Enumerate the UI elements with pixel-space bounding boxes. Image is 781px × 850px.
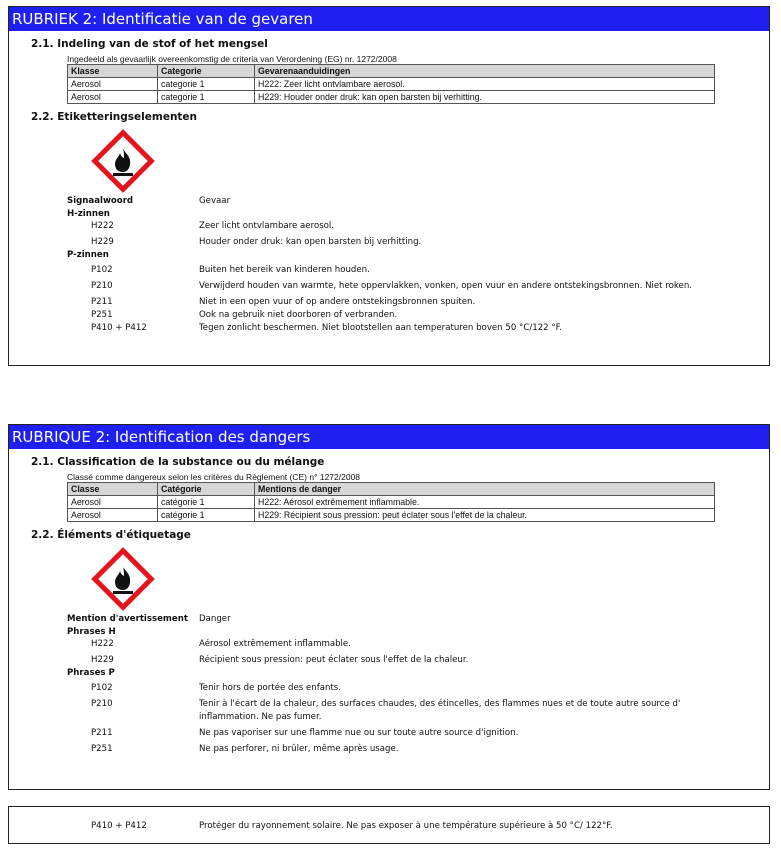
- subsection-title-2-1-nl: 2.1. Indeling van de stof of het mengsel: [31, 38, 268, 50]
- statement-text: Zeer licht ontvlambare aerosol.: [199, 221, 335, 231]
- table-cell: catégorie 1: [158, 509, 255, 522]
- h-statement-row: [9, 654, 769, 667]
- classification-caption-nl: Ingedeeld als gevaarlijk overeenkomstig de criteria van Verordening (EG) nr. 1272/2008: [67, 54, 397, 64]
- table-cell: categorie 1: [158, 78, 255, 91]
- statement-text: Verwijderd houden van warmte, hete oppervlakken, vonken, open vuur en andere ontstekingsbronnen. Niet roken.: [199, 281, 693, 291]
- statement-text: Tenir à l'écart de la chaleur, des surfaces chaudes, des étincelles, des flammes nues et de toute autre source d' inflammation. Ne pas fumer.: [199, 699, 681, 722]
- signal-word-row: [9, 195, 769, 208]
- statement-code: P211: [91, 297, 113, 307]
- table-cell: H222: Zeer licht ontvlambare aerosol.: [255, 78, 715, 91]
- p-statement-row: [9, 727, 769, 740]
- table-header-category: Catégorie: [158, 483, 255, 496]
- statement-text: Houder onder druk: kan open barsten bij verhitting.: [199, 237, 422, 247]
- label-elements-fr-continued: [9, 820, 769, 833]
- statement-code: H222: [91, 639, 114, 649]
- signal-word-label: Mention d'avertissement: [67, 614, 188, 624]
- statement-code: P410 + P412: [91, 821, 147, 831]
- table-header-hazard: Gevarenaanduidingen: [255, 65, 715, 78]
- subsection-title-2-1-fr: 2.1. Classification de la substance ou du mélange: [31, 456, 325, 468]
- signal-word-value: Danger: [199, 614, 231, 624]
- statement-code: P251: [91, 310, 113, 320]
- table-cell: Aerosol: [68, 91, 158, 104]
- statement-text: Tenir hors de portée des enfants.: [199, 683, 342, 693]
- table-header-row: [68, 483, 715, 496]
- p-statement-row: [9, 264, 769, 277]
- statement-text: Ne pas vaporiser sur une flamme nue ou sur toute autre source d'ignition.: [199, 728, 519, 738]
- table-row: [68, 496, 715, 509]
- h-statement-row: [9, 220, 769, 233]
- statement-code: P410 + P412: [91, 323, 147, 333]
- p-statement-row: [9, 322, 769, 335]
- statement-code: P102: [91, 265, 113, 275]
- p-statement-row: [9, 820, 769, 833]
- p-statement-row: [9, 743, 769, 756]
- statement-code: P251: [91, 744, 113, 754]
- table-header-row: [68, 65, 715, 78]
- flame-ghs02-icon: [91, 547, 155, 611]
- table-cell: categorie 1: [158, 91, 255, 104]
- statement-code: H222: [91, 221, 114, 231]
- statement-code: P102: [91, 683, 113, 693]
- table-row: [68, 78, 715, 91]
- p-statements-heading-row: [9, 667, 769, 679]
- statement-text: Ook na gebruik niet doorboren of verbranden.: [199, 310, 398, 320]
- statement-code: P210: [91, 281, 113, 291]
- subsection-title-2-2-fr: 2.2. Éléments d'étiquetage: [31, 529, 191, 541]
- p-statement-row: [9, 309, 769, 322]
- classification-table-nl: [67, 64, 715, 104]
- table-row: [68, 509, 715, 522]
- section-panel-nl: [8, 6, 770, 366]
- p-statement-row: [9, 280, 769, 293]
- subsection-title-2-2-nl: 2.2. Etiketteringselementen: [31, 111, 198, 123]
- table-header-hazard: Mentions de danger: [255, 483, 715, 496]
- statement-code: H229: [91, 655, 114, 665]
- p-statement-row: [9, 682, 769, 695]
- p-statements-heading: P-zinnen: [67, 250, 109, 260]
- h-statements-heading-row: [9, 208, 769, 220]
- signal-word-row: [9, 613, 769, 626]
- table-cell: catégorie 1: [158, 496, 255, 509]
- table-cell: H222: Aérosol extrêmement inflammable.: [255, 496, 715, 509]
- statement-text: Niet in een open vuur of op andere ontstekingsbronnen spuiten.: [199, 297, 476, 307]
- table-cell: H229: Houder onder druk: kan open barsten bij verhitting.: [255, 91, 715, 104]
- p-statement-row: [9, 296, 769, 309]
- h-statements-heading: Phrases H: [67, 627, 116, 637]
- table-header-class: Classe: [68, 483, 158, 496]
- statement-code: P210: [91, 699, 113, 709]
- h-statements-heading: H-zinnen: [67, 209, 110, 219]
- flame-ghs02-icon: [91, 129, 155, 193]
- h-statement-row: [9, 236, 769, 249]
- statement-code: H229: [91, 237, 114, 247]
- table-cell: Aerosol: [68, 78, 158, 91]
- section-panel-fr: [8, 424, 770, 790]
- classification-caption-fr: Classé comme dangereux selon les critères du Règlement (CE) n° 1272/2008: [67, 472, 361, 482]
- table-row: [68, 91, 715, 104]
- table-header-class: Klasse: [68, 65, 158, 78]
- label-elements-fr: [9, 613, 769, 756]
- p-statement-row: [9, 698, 769, 724]
- p-statements-heading: Phrases P: [67, 668, 115, 678]
- section-panel-fr-continued: [8, 806, 770, 844]
- table-cell: Aerosol: [68, 496, 158, 509]
- statement-code: P211: [91, 728, 113, 738]
- p-statements-heading-row: [9, 249, 769, 261]
- signal-word-label: Signaalwoord: [67, 196, 134, 206]
- statement-text: Aérosol extrêmement inflammable.: [199, 639, 351, 649]
- table-header-category: Categorie: [158, 65, 255, 78]
- signal-word-value: Gevaar: [199, 196, 231, 206]
- table-cell: H229: Récipient sous pression: peut éclater sous l'effet de la chaleur.: [255, 509, 715, 522]
- classification-table-fr: [67, 482, 715, 522]
- section-banner-nl: RUBRIEK 2: Identificatie van de gevaren: [9, 7, 769, 31]
- label-elements-nl: [9, 195, 769, 335]
- h-statements-heading-row: [9, 626, 769, 638]
- h-statement-row: [9, 638, 769, 651]
- statement-text: Récipient sous pression: peut éclater sous l'effet de la chaleur.: [199, 655, 469, 665]
- table-cell: Aerosol: [68, 509, 158, 522]
- statement-text: Tegen zonlicht beschermen. Niet blootstellen aan temperaturen boven 50 °C/122 °F.: [199, 323, 562, 333]
- statement-text: Ne pas perforer, ni brûler, même après usage.: [199, 744, 399, 754]
- statement-text: Buiten het bereik van kinderen houden.: [199, 265, 370, 275]
- section-banner-fr: RUBRIQUE 2: Identification des dangers: [9, 425, 769, 449]
- statement-text: Protéger du rayonnement solaire. Ne pas exposer à une température supérieure à 50 °C/ 122°F.: [199, 821, 613, 831]
